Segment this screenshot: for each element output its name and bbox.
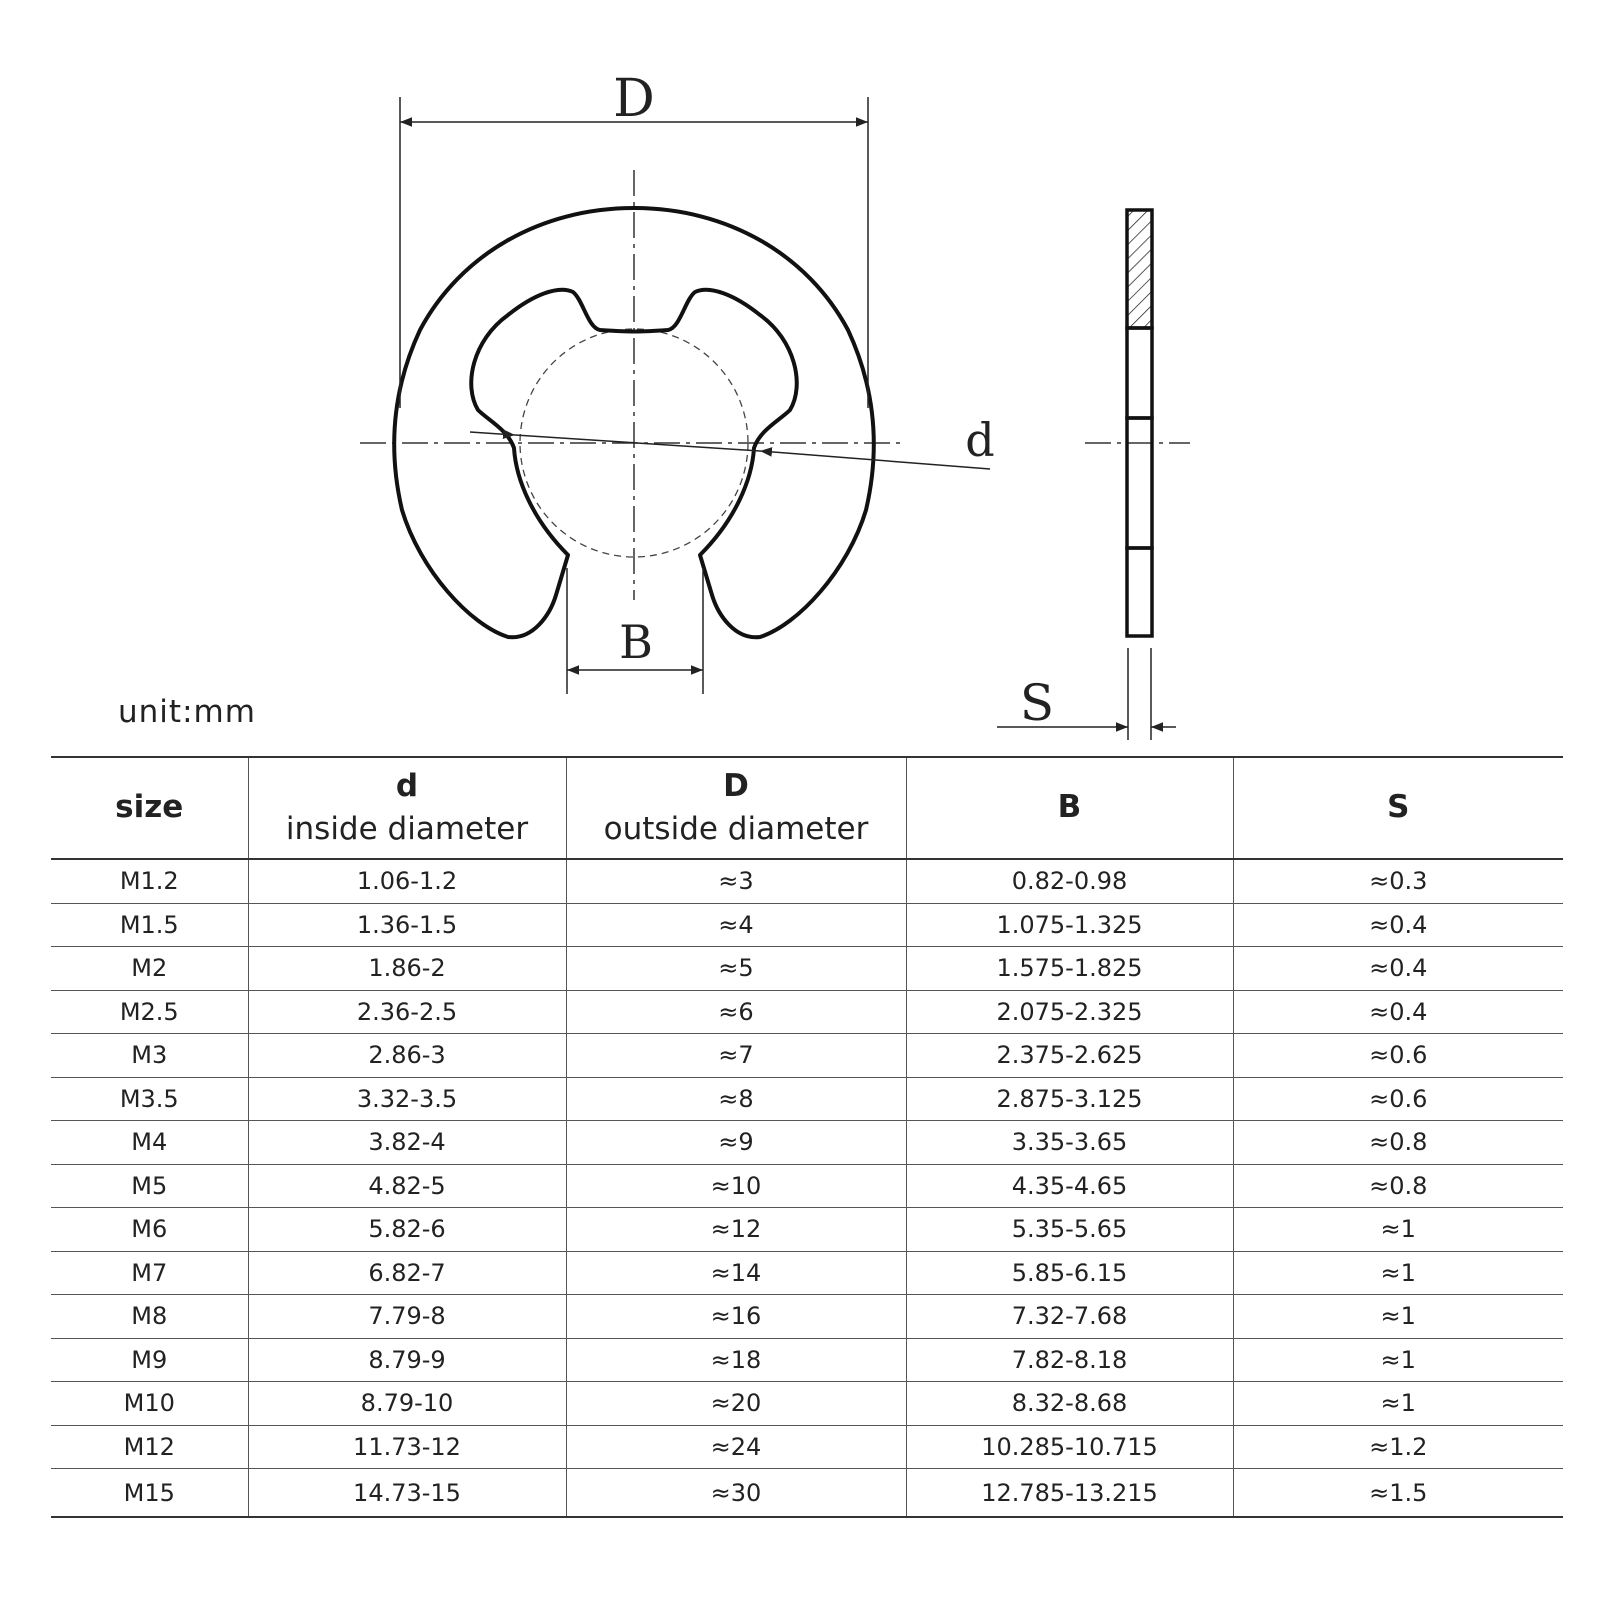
label-B: B — [619, 615, 653, 669]
dimension-d — [470, 432, 990, 469]
cell-b: 2.875-3.125 — [906, 1077, 1233, 1121]
label-d: d — [965, 413, 995, 467]
cell-size: M10 — [51, 1382, 248, 1426]
cell-inside-diameter: 3.82-4 — [248, 1121, 566, 1165]
header-D-symbol: D — [723, 767, 749, 804]
cell-inside-diameter: 2.36-2.5 — [248, 990, 566, 1034]
table-row — [51, 1034, 1563, 1078]
cell-size: M1.5 — [51, 903, 248, 947]
table-row — [51, 1425, 1563, 1469]
table-row — [51, 1208, 1563, 1252]
cell-size: M12 — [51, 1425, 248, 1469]
cell-outside-diameter: ≈24 — [566, 1425, 906, 1469]
cell-size: M2.5 — [51, 990, 248, 1034]
cell-inside-diameter: 11.73-12 — [248, 1425, 566, 1469]
table-row — [51, 1121, 1563, 1165]
center-lines — [360, 170, 1190, 600]
cell-outside-diameter: ≈9 — [566, 1121, 906, 1165]
header-D-text: outside diameter — [603, 811, 869, 847]
cell-b: 8.32-8.68 — [906, 1382, 1233, 1426]
cell-b: 5.35-5.65 — [906, 1208, 1233, 1252]
cell-size: M15 — [51, 1469, 248, 1518]
label-D: D — [613, 69, 655, 129]
table-row — [51, 859, 1563, 903]
cell-inside-diameter: 8.79-10 — [248, 1382, 566, 1426]
header-D — [566, 757, 906, 859]
cell-s: ≈0.8 — [1233, 1164, 1563, 1208]
header-S: S — [1233, 757, 1563, 859]
cell-s: ≈0.8 — [1233, 1121, 1563, 1165]
cell-outside-diameter: ≈12 — [566, 1208, 906, 1252]
table-row — [51, 990, 1563, 1034]
cell-s: ≈0.4 — [1233, 903, 1563, 947]
unit-label: unit:mm — [118, 694, 256, 730]
cell-b: 2.375-2.625 — [906, 1034, 1233, 1078]
cell-inside-diameter: 7.79-8 — [248, 1295, 566, 1339]
e-clip-drawing — [0, 0, 1600, 740]
table-row — [51, 1251, 1563, 1295]
cell-outside-diameter: ≈8 — [566, 1077, 906, 1121]
cell-size: M3 — [51, 1034, 248, 1078]
cell-inside-diameter: 4.82-5 — [248, 1164, 566, 1208]
cell-outside-diameter: ≈3 — [566, 859, 906, 903]
cell-b: 7.82-8.18 — [906, 1338, 1233, 1382]
header-size: size — [51, 757, 248, 859]
table-row — [51, 947, 1563, 991]
cell-outside-diameter: ≈10 — [566, 1164, 906, 1208]
spec-table — [51, 756, 1563, 1518]
cell-b: 10.285-10.715 — [906, 1425, 1233, 1469]
cell-size: M4 — [51, 1121, 248, 1165]
cell-inside-diameter: 6.82-7 — [248, 1251, 566, 1295]
cell-outside-diameter: ≈20 — [566, 1382, 906, 1426]
cell-s: ≈0.3 — [1233, 859, 1563, 903]
cell-b: 12.785-13.215 — [906, 1469, 1233, 1518]
cell-outside-diameter: ≈30 — [566, 1469, 906, 1518]
cell-b: 0.82-0.98 — [906, 859, 1233, 903]
cell-s: ≈1.5 — [1233, 1469, 1563, 1518]
cell-outside-diameter: ≈6 — [566, 990, 906, 1034]
table-row — [51, 1164, 1563, 1208]
cell-inside-diameter: 14.73-15 — [248, 1469, 566, 1518]
cell-inside-diameter: 1.06-1.2 — [248, 859, 566, 903]
cell-b: 5.85-6.15 — [906, 1251, 1233, 1295]
cell-s: ≈1 — [1233, 1382, 1563, 1426]
cell-size: M9 — [51, 1338, 248, 1382]
cell-size: M8 — [51, 1295, 248, 1339]
cell-s: ≈1 — [1233, 1295, 1563, 1339]
cell-s: ≈1 — [1233, 1338, 1563, 1382]
table-body — [51, 859, 1563, 1517]
header-B: B — [906, 757, 1233, 859]
cell-outside-diameter: ≈18 — [566, 1338, 906, 1382]
cell-inside-diameter: 2.86-3 — [248, 1034, 566, 1078]
cell-b: 3.35-3.65 — [906, 1121, 1233, 1165]
cell-b: 4.35-4.65 — [906, 1164, 1233, 1208]
cell-s: ≈0.4 — [1233, 947, 1563, 991]
cell-size: M7 — [51, 1251, 248, 1295]
header-d-symbol: d — [395, 767, 419, 804]
cell-outside-diameter: ≈7 — [566, 1034, 906, 1078]
side-view — [1127, 210, 1152, 636]
table-row — [51, 1077, 1563, 1121]
cell-s: ≈0.4 — [1233, 990, 1563, 1034]
cell-b: 1.575-1.825 — [906, 947, 1233, 991]
cell-outside-diameter: ≈14 — [566, 1251, 906, 1295]
cell-s: ≈0.6 — [1233, 1034, 1563, 1078]
cell-outside-diameter: ≈16 — [566, 1295, 906, 1339]
table-row — [51, 1338, 1563, 1382]
cell-size: M2 — [51, 947, 248, 991]
label-S: S — [1019, 674, 1055, 732]
cell-b: 7.32-7.68 — [906, 1295, 1233, 1339]
cell-b: 2.075-2.325 — [906, 990, 1233, 1034]
cell-s: ≈1.2 — [1233, 1425, 1563, 1469]
cell-inside-diameter: 8.79-9 — [248, 1338, 566, 1382]
table-row — [51, 1469, 1563, 1518]
cell-inside-diameter: 3.32-3.5 — [248, 1077, 566, 1121]
table-row — [51, 1382, 1563, 1426]
cell-inside-diameter: 5.82-6 — [248, 1208, 566, 1252]
cell-size: M1.2 — [51, 859, 248, 903]
cell-s: ≈1 — [1233, 1251, 1563, 1295]
cell-b: 1.075-1.325 — [906, 903, 1233, 947]
header-d-text: inside diameter — [285, 811, 529, 847]
cell-outside-diameter: ≈5 — [566, 947, 906, 991]
header-d — [248, 757, 566, 859]
cell-s: ≈1 — [1233, 1208, 1563, 1252]
cell-inside-diameter: 1.36-1.5 — [248, 903, 566, 947]
header-row — [51, 757, 1563, 859]
table-row — [51, 903, 1563, 947]
table-row — [51, 1295, 1563, 1339]
cell-size: M3.5 — [51, 1077, 248, 1121]
cell-inside-diameter: 1.86-2 — [248, 947, 566, 991]
cell-size: M5 — [51, 1164, 248, 1208]
cell-outside-diameter: ≈4 — [566, 903, 906, 947]
cell-s: ≈0.6 — [1233, 1077, 1563, 1121]
cell-size: M6 — [51, 1208, 248, 1252]
